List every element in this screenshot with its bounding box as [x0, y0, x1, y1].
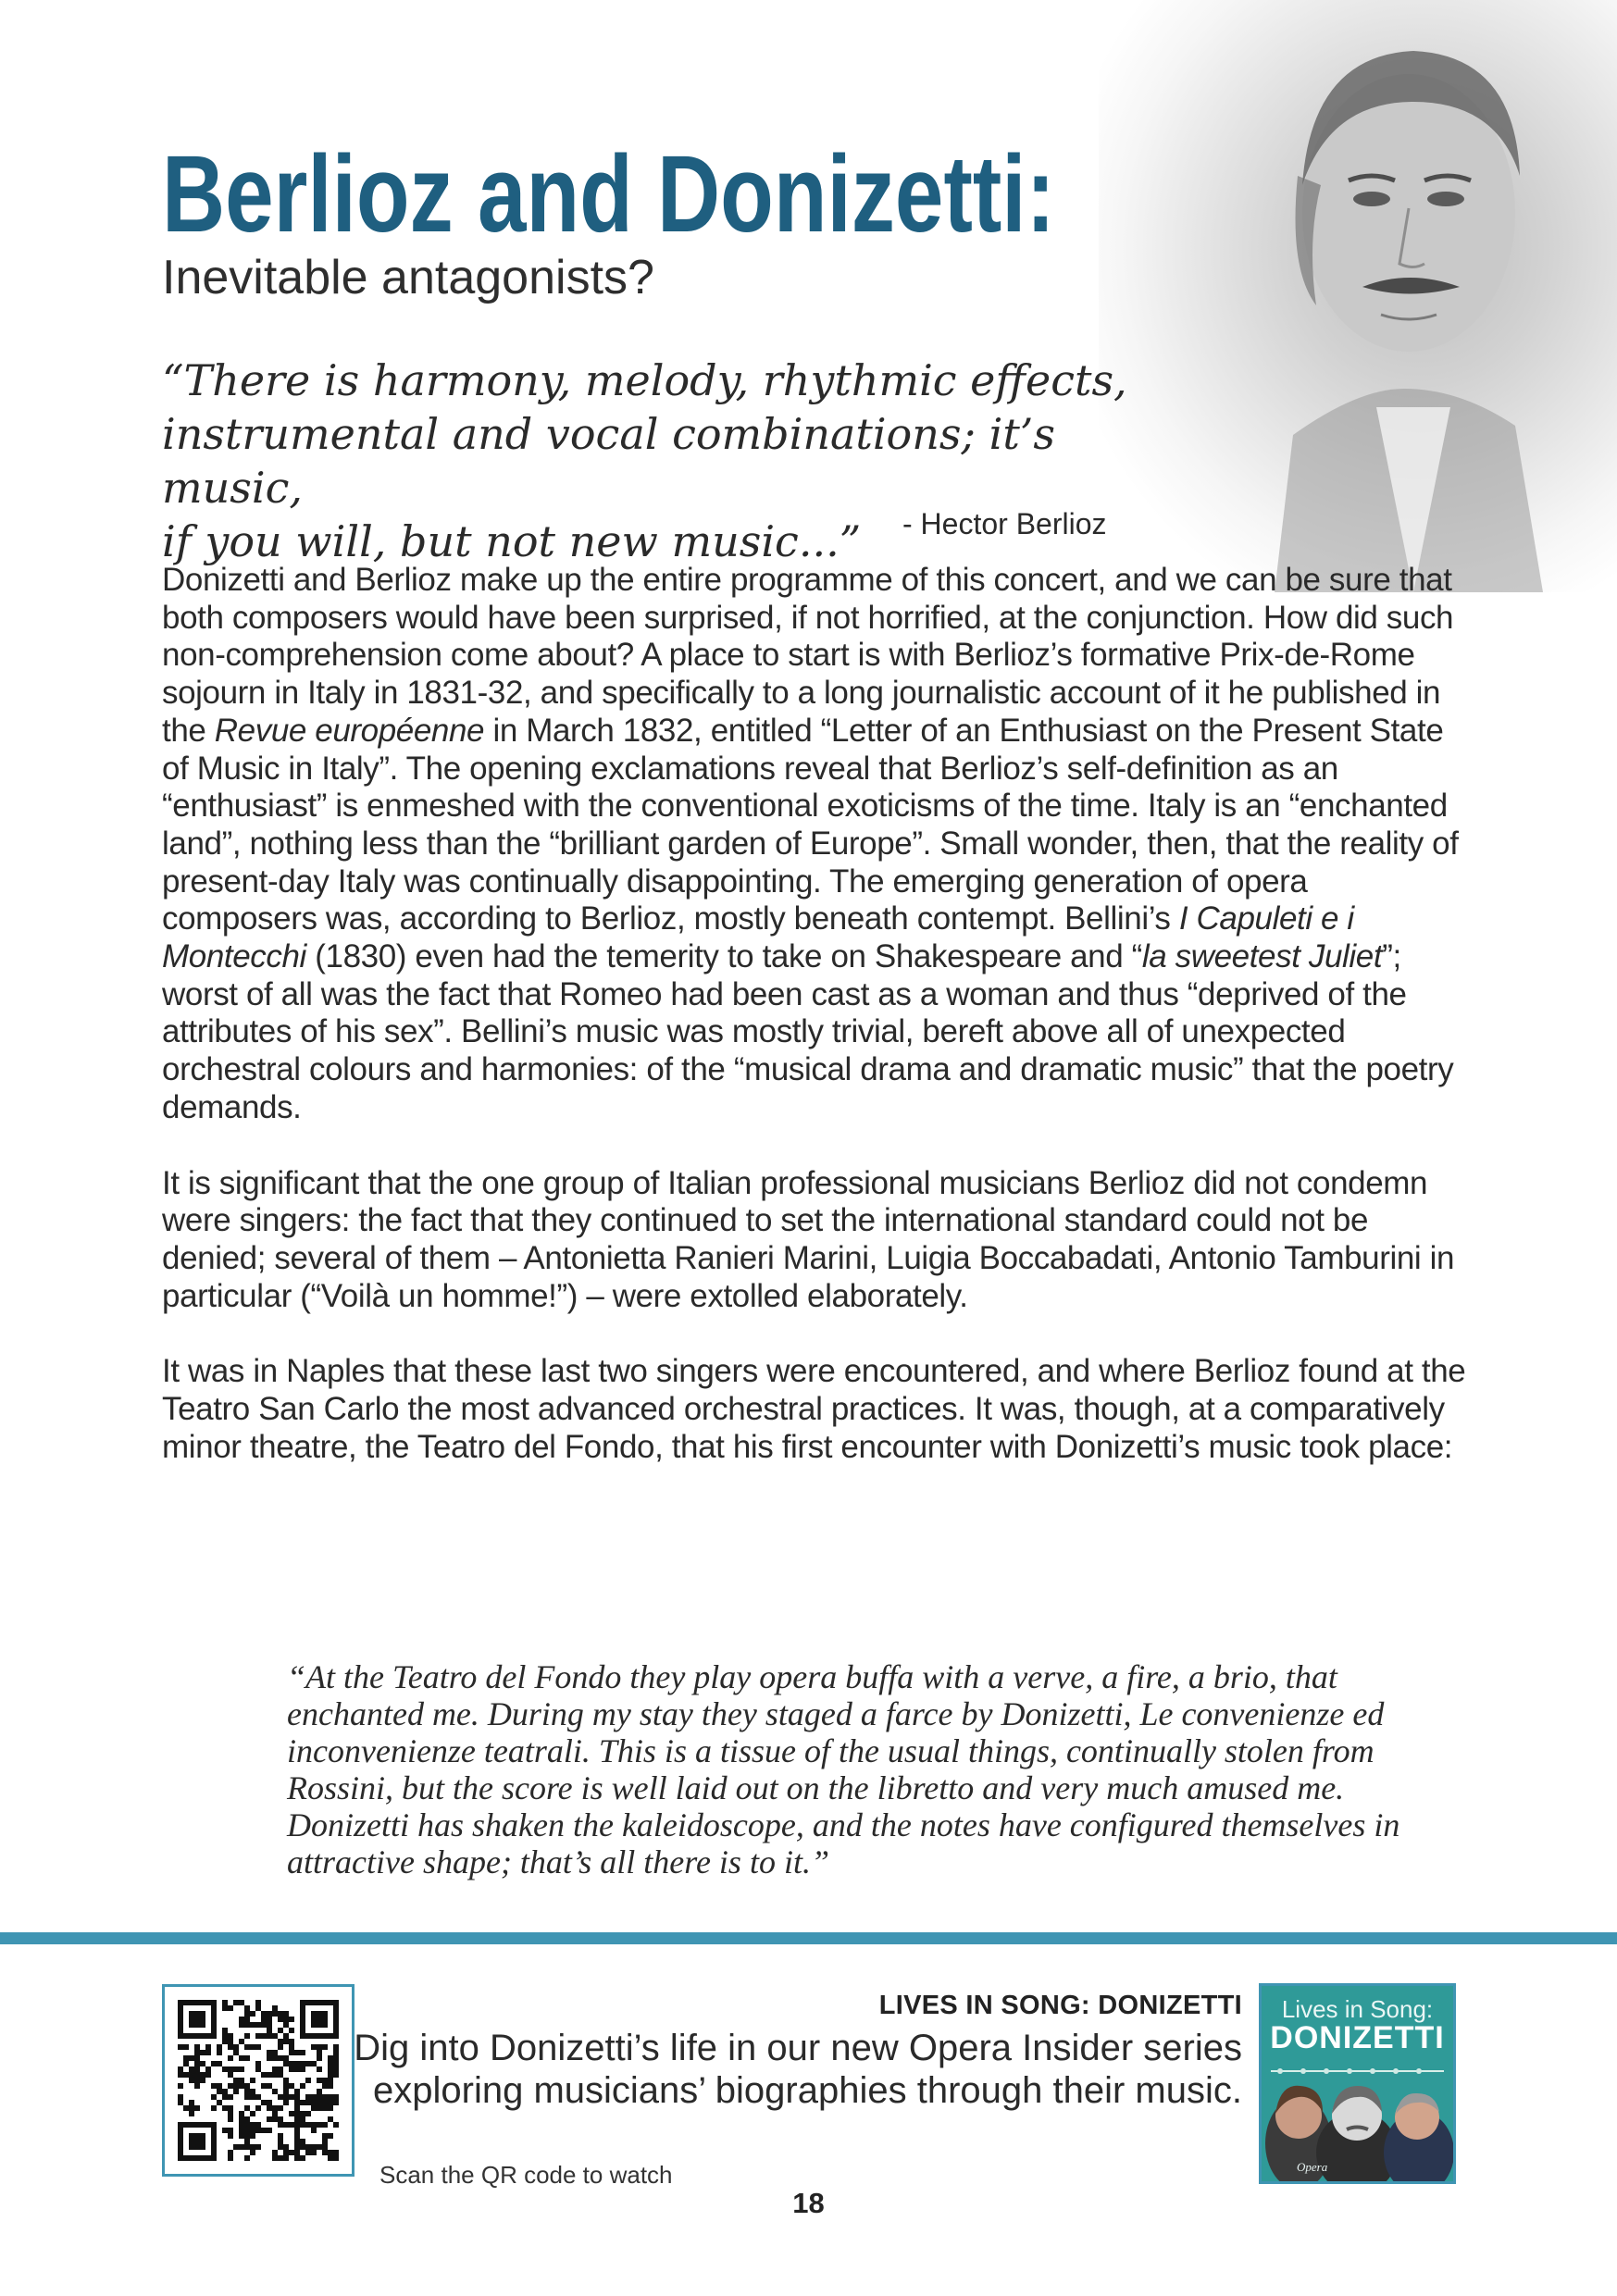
promo-description: Dig into Donizetti’s life in our new Opera Insider series exploring musicians’ biographies through their music.	[354, 2028, 1242, 2111]
scan-instruction: Scan the QR code to watch	[379, 2161, 673, 2189]
body-paragraph-1: Donizetti and Berlioz make up the entire programme of this concert, and we can be sure that both composers would have been surprised, if not horrified, at the conjunction. How did such non-comprehension come about? A place to start is with Berlioz’s formative Prix-de-Rome sojourn in Italy in 1831-32, and specifically to a long journalistic account of it he published in the Revue européenne in March 1832, entitled “Letter of an Enthusiast on the Present State of Music in Italy”. The opening exclamations reveal that Berlioz’s self-definition as an “enthusiast” is enmeshed with the conventional exoticisms of the time. Italy is an “enchanted land”, nothing less than the “brilliant garden of Europe”. Small wonder, then, that the reality of present-day Italy was continually disappointing. The emerging generation of opera composers was, according to Berlioz, mostly beneath contempt. Bellini’s I Capuleti e i Montecchi (1830) even had the temerity to take on Shakespeare and “la sweetest Juliet”; worst of all was the fact that Romeo had been cast as a woman and thus “deprived of the attributes of his sex”. Bellini’s music was mostly trivial, bereft above all of unexpected orchestral colours and harmonies: of the “musical drama and dramatic music” that the poetry demands.	[162, 562, 1459, 1125]
qr-code[interactable]	[162, 1984, 354, 2177]
video-thumbnail[interactable]	[1259, 1983, 1456, 2184]
thumbnail-title: DONIZETTI	[1270, 2020, 1445, 2055]
body-paragraph-3: It was in Naples that these last two singers were encountered, and where Berlioz found at the Teatro San Carlo the most advanced orchestral practices. It was, though, at a comparatively minor theatre, the Teatro del Fondo, that his first encounter with Donizetti’s music took place:	[162, 1353, 1466, 1465]
promo-heading: LIVES IN SONG: DONIZETTI	[878, 1991, 1242, 2020]
thumbnail-series-label: Lives in Song:	[1281, 1995, 1434, 2023]
page-subtitle: Inevitable antagonists?	[162, 251, 654, 304]
page-title: Berlioz and Donizetti:	[162, 133, 1055, 255]
epigraph-attribution: - Hector Berlioz	[902, 507, 1107, 540]
body-paragraph-2: It is significant that the one group of Italian professional musicians Berlioz did not condemn were singers: the fact that they continued to set the international standard could not be denied; several of them – Antonietta Ranieri Marini, Luigia Boccabadati, Antonio Tamburini in particular (“Voilà un homme!”) – were extolled elaborately.	[162, 1164, 1455, 1314]
berlioz-quote: “At the Teatro del Fondo they play opera buffa with a verve, a fire, a brio, that enchanted me. During my stay they staged a farce by Donizetti, Le convenienze ed inconvenienze teatrali. This is a tissue of the usual things, continually stolen from Rossini, but the score is well laid out on the libretto and very much amused me. Donizetti has shaken the kaleidoscope, and the notes have configured themselves in attractive shape; that’s all there is to it.”	[287, 1658, 1400, 1880]
section-divider	[0, 1932, 1617, 1944]
italic-title: I Capuleti e i Montecchi	[162, 900, 1354, 975]
italic-title: Revue européenne	[214, 712, 485, 749]
qr-code-icon	[165, 1987, 352, 2174]
italic-phrase: la sweetest Juliet	[1141, 938, 1383, 975]
page-number: 18	[792, 2187, 825, 2219]
epigraph-line: instrumental and vocal combinations; it’s music,	[162, 409, 1056, 513]
epigraph-line: if you will, but not new music...”	[162, 516, 862, 566]
svg-text:Opera: Opera	[1297, 2160, 1328, 2174]
article-body	[162, 562, 1467, 1504]
epigraph-line: “There is harmony, melody, rhythmic effects,	[162, 355, 1127, 405]
